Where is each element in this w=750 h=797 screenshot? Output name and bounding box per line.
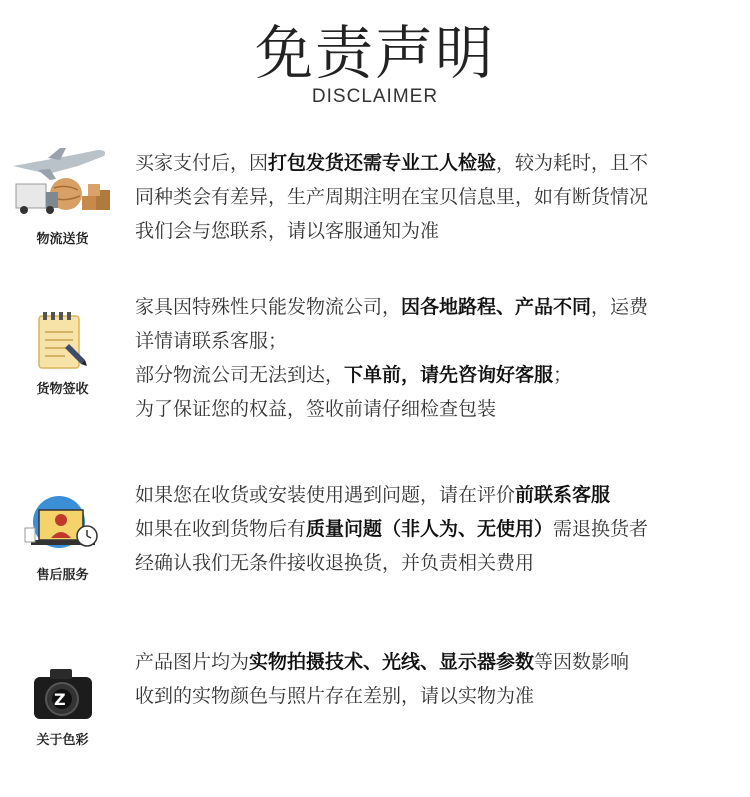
bold-text: 质量问题（非人为、无使用）	[306, 518, 554, 540]
text-line	[135, 324, 740, 358]
text-segment: 产品图片均为	[135, 651, 250, 673]
page-title: 免责声明	[254, 19, 495, 87]
section-receipt	[0, 290, 750, 440]
text-line	[135, 478, 740, 512]
section-logistics	[0, 140, 750, 270]
text-segment: 如果您在收货或安装使用遇到问题，请在评价	[135, 484, 516, 506]
text-line	[135, 358, 740, 392]
text-segment: ，运费	[591, 296, 649, 318]
color-label: 关于色彩	[36, 733, 89, 748]
text-segment: 详情请联系客服；	[135, 330, 288, 352]
text-line	[135, 645, 740, 679]
page-subtitle: DISCLAIMER	[311, 86, 439, 107]
text-segment: 家具因特殊性只能发物流公司，	[135, 296, 402, 318]
camera-icon	[28, 663, 98, 725]
text-segment: 等因数影响	[534, 651, 630, 673]
text-segment: 经确认我们无条件接收退换货，并负责相关费用	[135, 552, 535, 574]
text-line	[135, 392, 740, 426]
bold-text: 前联系客服	[515, 484, 611, 506]
color-text	[135, 645, 740, 713]
text-line	[135, 546, 740, 580]
text-line	[135, 679, 740, 713]
svg-text:Z: Z	[53, 690, 66, 709]
logistics-icon	[8, 144, 118, 224]
text-segment: 部分物流公司无法到达，	[135, 364, 345, 386]
receipt-label: 货物签收	[36, 382, 89, 397]
bold-text: 实物拍摄技术、光线、显示器参数	[249, 651, 535, 673]
logistics-label: 物流送货	[36, 232, 89, 247]
text-segment: 需退换货者	[553, 518, 649, 540]
text-line	[135, 180, 740, 214]
section-after-sales	[0, 478, 750, 608]
text-segment: ；	[553, 364, 573, 386]
after-sales-label: 售后服务	[36, 568, 89, 583]
text-segment: 为了保证您的权益，签收前请仔细检查包装	[135, 398, 497, 420]
text-segment: 收到的实物颜色与照片存在差别，请以实物为准	[135, 685, 535, 707]
text-line	[135, 146, 740, 180]
receipt-icon-wrap	[0, 310, 125, 397]
bold-text: 打包发货还需专业工人检验	[268, 152, 497, 174]
after-sales-text	[135, 478, 740, 580]
receipt-text	[135, 290, 740, 426]
bold-text: 因各地路程、产品不同	[401, 296, 592, 318]
text-line	[135, 214, 740, 248]
notepad-icon	[33, 310, 93, 374]
text-segment: 同种类会有差异，生产周期注明在宝贝信息里，如有断货情况	[135, 186, 649, 208]
logistics-text	[135, 146, 740, 248]
section-color	[0, 645, 750, 765]
text-line	[135, 512, 740, 546]
text-segment: ，较为耗时，且不	[496, 152, 649, 174]
bold-text: 下单前，请先咨询好客服	[344, 364, 554, 386]
text-segment: 买家支付后，因	[135, 152, 269, 174]
color-icon-wrap	[0, 663, 125, 748]
text-segment: 如果在收到货物后有	[135, 518, 307, 540]
text-segment: 我们会与您联系，请以客服通知为准	[135, 220, 440, 242]
text-line	[135, 290, 740, 324]
customer-service-icon	[21, 492, 105, 560]
after-sales-icon-wrap	[0, 492, 125, 583]
logistics-icon-wrap	[0, 144, 125, 247]
